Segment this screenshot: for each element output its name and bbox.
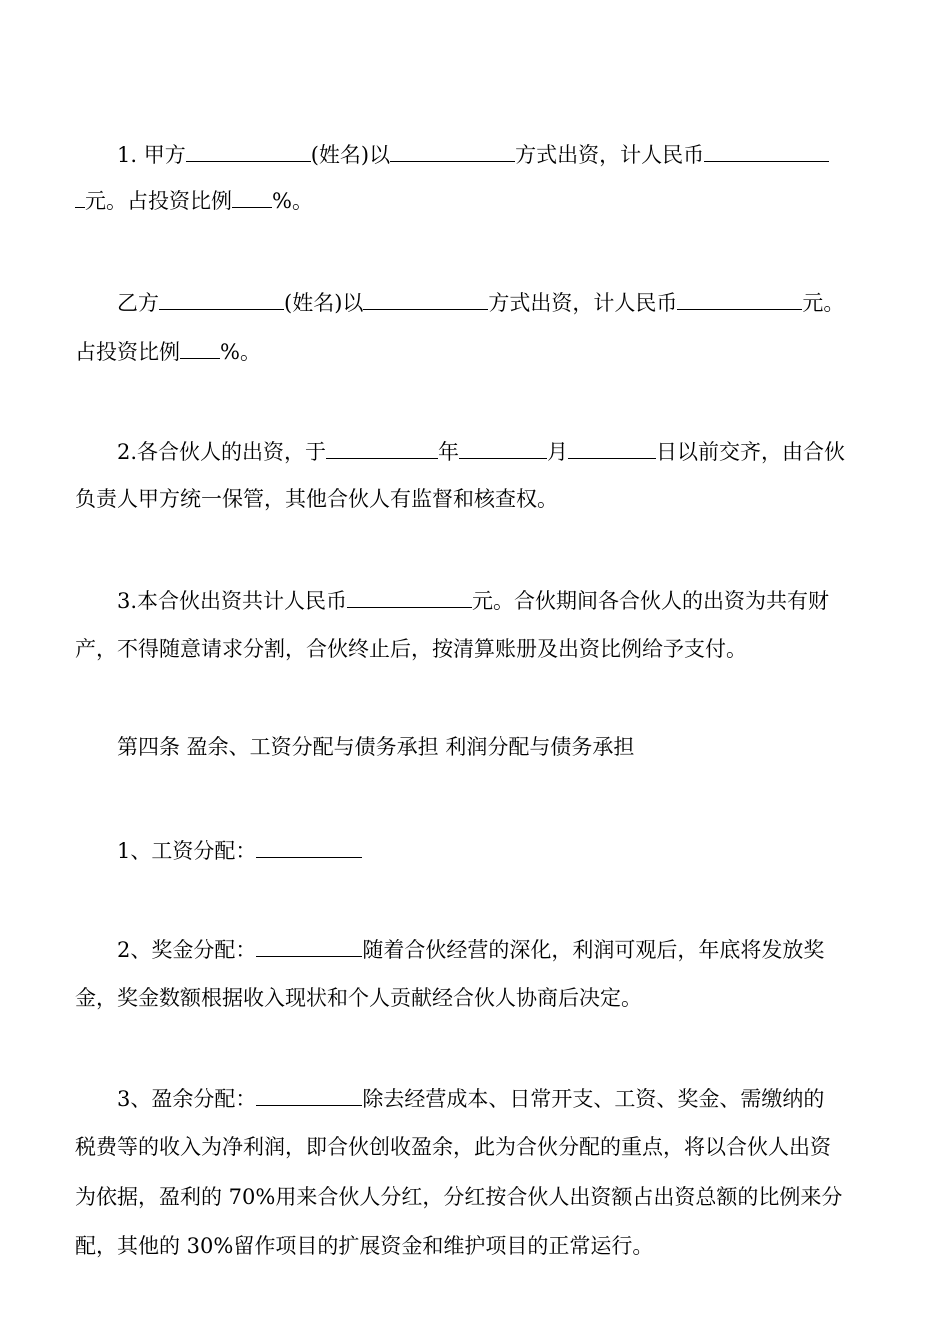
clause-1b-text-e: %。 [220,340,261,364]
surplus-line-4: 配，其他的 30%留作项目的扩展资金和维护项目的正常运行。 [75,1234,654,1258]
clause-2-line-2: 负责人甲方统一保管，其他合伙人有监督和核查权。 [75,487,558,511]
clause-1-line-1 [117,141,880,167]
surplus-label: 3、盈余分配： [117,1087,257,1111]
surplus-text-a: 除去经营成本、日常开支、工资、奖金、需缴纳的 [362,1087,825,1111]
article-4-heading: 第四条 盈余、工资分配与债务承担 利润分配与债务承担 [117,735,635,759]
surplus-line-1 [117,1085,880,1111]
clause-2-prefix: 2.各合伙人的出资，于 [117,440,327,464]
clause-3-line-2: 产，不得随意请求分割，合伙终止后，按清算账册及出资比例给予支付。 [75,637,747,661]
clause-1b-line-1 [117,289,880,315]
clause-1-text-b: 方式出资，计人民币 [515,143,705,167]
clause-2-text-a: 年 [438,440,460,464]
clause-1-text-d: %。 [272,189,313,213]
blank-party-a-amount-cont[interactable] [75,187,85,208]
blank-party-a-ratio[interactable] [232,187,272,208]
clause-1-prefix: 1. 甲方 [117,143,186,167]
blank-party-a-method[interactable] [390,141,515,162]
surplus-line-3: 为依据，盈利的 70%用来合伙人分红，分红按合伙人出资额占出资总额的比例来分 [75,1185,843,1209]
blank-total-amount[interactable] [347,587,472,608]
clause-1b-line-2 [75,338,880,364]
clause-1b-prefix: 乙方 [117,291,159,315]
blank-party-b-name[interactable] [159,289,284,310]
surplus-line-2: 税费等的收入为净利润，即合伙创收盈余，此为合伙分配的重点，将以合伙人出资 [75,1135,831,1159]
wage-label: 1、工资分配： [117,839,257,863]
blank-surplus[interactable] [256,1085,362,1106]
clause-2-line-1 [117,438,880,464]
clause-3-prefix: 3.本合伙出资共计人民币 [117,589,348,613]
bonus-line-2: 金，奖金数额根据收入现状和个人贡献经合伙人协商后决定。 [75,986,642,1010]
wage-distribution-line [117,837,880,863]
bonus-label: 2、奖金分配： [117,938,257,962]
blank-year[interactable] [326,438,438,459]
clause-3-text-a: 元。合伙期间各合伙人的出资为共有财 [472,589,830,613]
clause-1-text-a: (姓名)以 [310,143,391,167]
blank-wage[interactable] [256,837,362,858]
clause-1b-text-a: (姓名)以 [284,291,364,315]
clause-2-text-c: 日以前交齐，由合伙 [656,440,846,464]
blank-day[interactable] [568,438,656,459]
clause-1-line-2 [75,187,880,213]
blank-party-b-ratio[interactable] [180,338,220,359]
clause-3-line-1 [117,587,880,613]
clause-1b-text-c: 元。 [802,291,845,315]
blank-month[interactable] [459,438,547,459]
bonus-line-1 [117,936,880,962]
blank-party-a-name[interactable] [186,141,311,162]
clause-1b-text-d: 占投资比例 [75,340,180,364]
blank-bonus[interactable] [256,936,362,957]
blank-party-b-method[interactable] [363,289,488,310]
bonus-text-a: 随着合伙经营的深化，利润可观后，年底将发放奖 [362,938,825,962]
blank-party-a-amount[interactable] [704,141,829,162]
clause-1-text-c: 元。占投资比例 [85,189,232,213]
clause-2-text-b: 月 [547,440,569,464]
blank-party-b-amount[interactable] [677,289,802,310]
clause-1b-text-b: 方式出资，计人民币 [488,291,678,315]
